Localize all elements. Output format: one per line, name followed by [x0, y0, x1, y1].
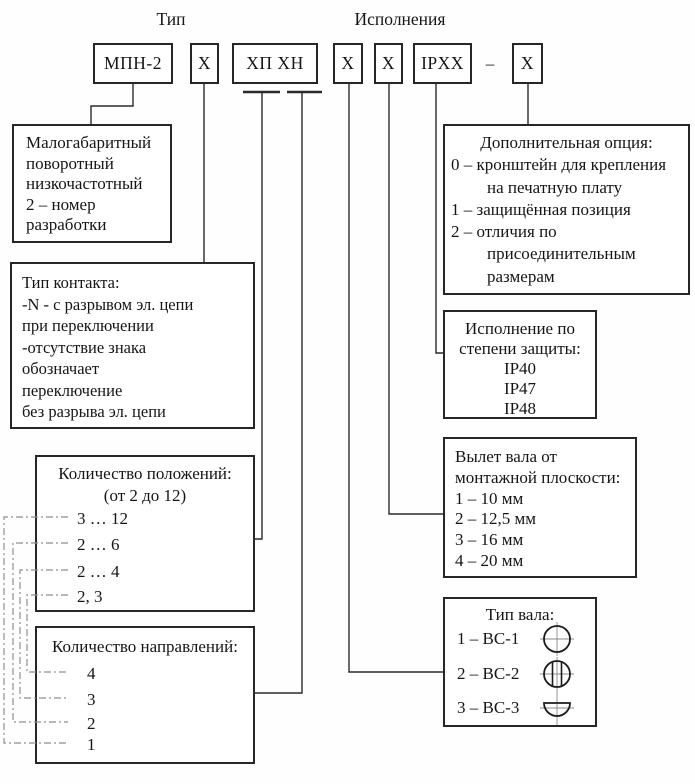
contact-line: переключение — [22, 380, 123, 400]
positions-title: Количество положений: — [58, 464, 232, 483]
directions-title: Количество направлений: — [52, 637, 238, 656]
option-line: 0 – кронштейн для крепления — [451, 155, 667, 175]
positions-count-box — [35, 455, 255, 612]
code-separator-dash: – — [485, 54, 495, 73]
option-line: присоединительным — [487, 244, 636, 264]
type-column-label: Тип — [156, 9, 186, 29]
option-title: Дополнительная опция: — [480, 133, 653, 152]
positions-item: 2, 3 — [77, 587, 103, 606]
code-box-ip: IPXX — [413, 43, 472, 84]
connector-model — [91, 82, 133, 124]
shaft-vs1-circle-crosshair-icon — [539, 621, 575, 657]
positions-item: 3 … 12 — [77, 509, 128, 528]
code-box-contact: Х — [190, 43, 219, 84]
shaft-type-row — [445, 691, 595, 725]
model-line: Малогабаритный — [26, 133, 152, 152]
shaft-length-line: Вылет вала от — [455, 447, 557, 466]
shaft-type-label: 3 – ВС-3 — [457, 698, 520, 717]
contact-line: Тип контакта: — [22, 273, 120, 292]
directions-item: 4 — [87, 664, 96, 683]
shaft-type-label: 1 – ВС-1 — [457, 629, 520, 648]
option-line: размерам — [487, 266, 555, 286]
directions-item: 2 — [87, 714, 96, 733]
ip-line: IP40 — [503, 359, 537, 378]
shaft-length-box — [443, 437, 637, 578]
ip-line: IP47 — [503, 379, 537, 398]
ip-protection-box — [443, 310, 597, 419]
shaft-type-label: 2 – ВС-2 — [457, 664, 520, 683]
code-box-pos-dir: ХП ХН — [232, 43, 318, 84]
ip-line: степени защиты: — [459, 339, 581, 358]
connector-directions — [255, 92, 302, 693]
connector-positions — [255, 92, 262, 539]
option-line: на печатную плату — [487, 177, 623, 197]
contact-type-box — [10, 262, 255, 429]
positions-subtitle: (от 2 до 12) — [103, 486, 187, 505]
positions-item: 2 … 4 — [77, 562, 120, 581]
shaft-length-line: 1 – 10 мм — [455, 488, 524, 508]
contact-line: при переключении — [22, 316, 154, 335]
code-box-model: МПН-2 — [93, 43, 173, 84]
ip-line: IP48 — [503, 399, 537, 418]
shaft-length-line: монтажной плоскости: — [455, 467, 621, 487]
code-box-shaft-length: Х — [374, 43, 403, 84]
model-description-box — [12, 124, 172, 243]
directions-item: 3 — [87, 690, 96, 709]
model-line: разработки — [26, 215, 107, 234]
additional-option-box — [443, 124, 690, 295]
model-line: низкочастотный — [26, 174, 143, 193]
shaft-length-line: 2 – 12,5 мм — [455, 509, 537, 529]
contact-line: -отсутствие знака — [22, 337, 147, 357]
versions-column-label: Исполнения — [354, 9, 446, 29]
shaft-type-row — [445, 657, 595, 691]
shaft-type-box — [443, 597, 597, 727]
ip-line: Исполнение по — [465, 319, 575, 338]
directions-count-box — [35, 626, 255, 764]
directions-item: 1 — [87, 735, 96, 754]
shaft-type-title: Тип вала: — [485, 605, 555, 624]
positions-item: 2 … 6 — [77, 535, 120, 554]
contact-line: обозначает — [22, 359, 100, 378]
option-line: 1 – защищённая позиция — [451, 199, 631, 219]
connector-shaft-length — [389, 82, 443, 514]
contact-line: -N - с разрывом эл. цепи — [22, 294, 194, 314]
code-box-option: Х — [512, 43, 543, 84]
contact-line: без разрыва эл. цепи — [22, 402, 166, 421]
shaft-vs3-circle-flat-top-icon — [539, 690, 575, 726]
shaft-type-row — [445, 622, 595, 656]
shaft-vs2-circle-two-flats-icon — [539, 656, 575, 692]
shaft-length-line: 4 – 20 мм — [455, 550, 524, 570]
model-line: поворотный — [26, 153, 114, 173]
shaft-length-line: 3 – 16 мм — [455, 530, 524, 550]
code-box-shaft-type: Х — [333, 43, 363, 84]
connector-ip — [436, 82, 443, 353]
connector-shaft-type — [349, 82, 443, 672]
option-line: 2 – отличия по — [451, 222, 557, 242]
model-line: 2 – номер — [26, 194, 96, 214]
